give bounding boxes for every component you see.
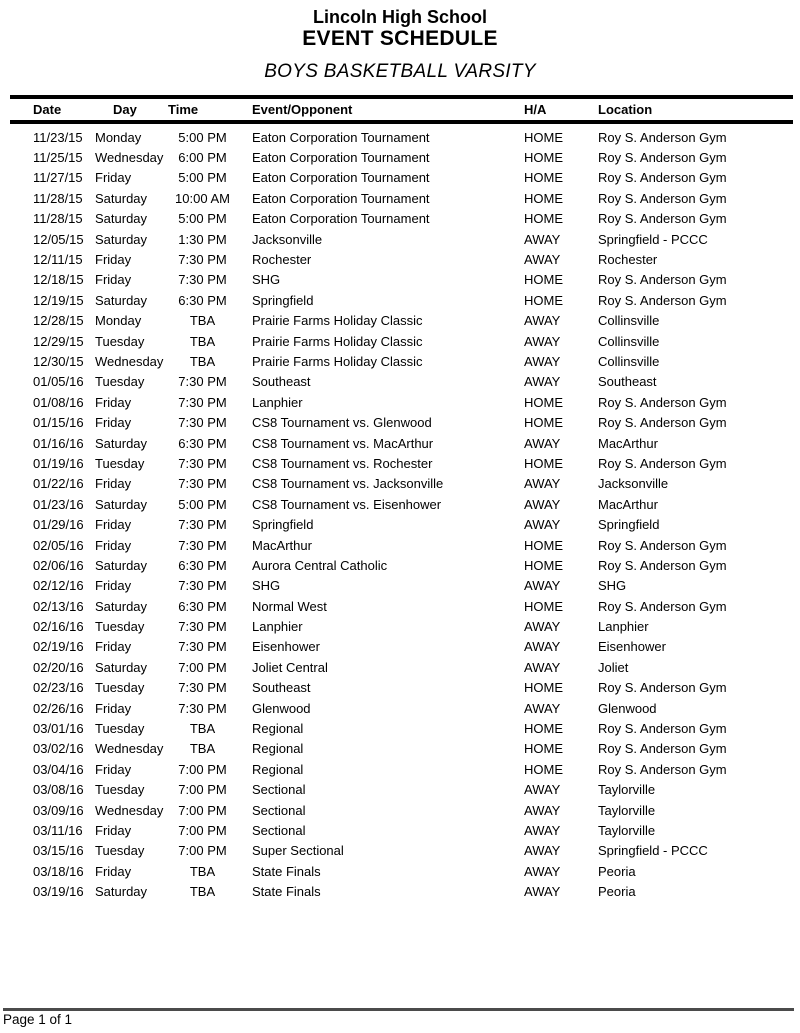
cell-location: Roy S. Anderson Gym (598, 170, 727, 186)
table-row (10, 841, 793, 861)
cell-date: 12/19/15 (33, 292, 84, 308)
table-row (10, 698, 793, 718)
cell-date: 12/05/15 (33, 231, 84, 247)
cell-date: 02/19/16 (33, 639, 84, 655)
cell-ha: HOME (524, 170, 563, 186)
cell-ha: HOME (524, 455, 563, 471)
cell-ha: AWAY (524, 619, 561, 635)
cell-event: CS8 Tournament vs. Jacksonville (252, 476, 444, 492)
cell-event: Sectional (252, 822, 306, 838)
cell-day: Tuesday (95, 333, 145, 349)
table-header-row (10, 99, 793, 120)
cell-day: Saturday (95, 292, 148, 308)
column-header-location: Location (598, 102, 653, 117)
cell-ha: AWAY (524, 659, 561, 675)
cell-time: 7:30 PM (178, 517, 227, 533)
cell-time: 7:30 PM (178, 537, 227, 553)
cell-date: 11/28/15 (33, 190, 83, 206)
table-row (10, 290, 793, 310)
cell-day: Saturday (95, 496, 148, 512)
cell-ha: AWAY (524, 863, 561, 879)
cell-ha: AWAY (524, 822, 561, 838)
cell-date: 01/16/16 (33, 435, 84, 451)
cell-day: Tuesday (95, 680, 145, 696)
cell-location: Roy S. Anderson Gym (598, 680, 727, 696)
cell-time: 7:30 PM (178, 700, 227, 716)
cell-location: Roy S. Anderson Gym (598, 190, 727, 206)
cell-location: Springfield (598, 517, 660, 533)
cell-ha: AWAY (524, 843, 561, 859)
cell-date: 12/18/15 (33, 272, 84, 288)
cell-ha: HOME (524, 415, 563, 431)
cell-location: Joliet (598, 659, 629, 675)
cell-ha: HOME (524, 557, 563, 573)
cell-day: Tuesday (95, 455, 145, 471)
cell-location: Roy S. Anderson Gym (598, 150, 727, 166)
cell-time: 7:30 PM (178, 578, 227, 594)
cell-day: Friday (95, 272, 132, 288)
column-header-day: Day (113, 102, 137, 117)
cell-ha: AWAY (524, 700, 561, 716)
table-row (10, 147, 793, 167)
table-row (10, 555, 793, 575)
cell-ha: HOME (524, 741, 563, 757)
cell-event: Normal West (252, 598, 327, 614)
table-row (10, 657, 793, 677)
cell-ha: HOME (524, 598, 563, 614)
cell-time: TBA (189, 313, 216, 329)
cell-date: 01/08/16 (33, 394, 84, 410)
cell-date: 02/06/16 (33, 557, 84, 573)
cell-event: Lanphier (252, 619, 303, 635)
cell-location: Collinsville (598, 313, 660, 329)
cell-ha: AWAY (524, 884, 561, 900)
cell-time: 7:30 PM (178, 639, 227, 655)
cell-date: 01/19/16 (33, 455, 84, 471)
cell-day: Friday (95, 476, 132, 492)
cell-location: Jacksonville (598, 476, 669, 492)
cell-location: Roy S. Anderson Gym (598, 761, 727, 777)
page-number: Page 1 of 1 (3, 1012, 73, 1027)
cell-date: 03/08/16 (33, 782, 84, 798)
cell-day: Wednesday (95, 741, 164, 757)
page-title: EVENT SCHEDULE (302, 27, 498, 50)
table-row (10, 780, 793, 800)
cell-event: Rochester (252, 252, 312, 268)
cell-ha: AWAY (524, 231, 561, 247)
cell-time: 6:30 PM (178, 435, 227, 451)
table-body (10, 124, 793, 902)
cell-ha: HOME (524, 211, 563, 227)
cell-time: 7:30 PM (178, 272, 227, 288)
cell-location: Lanphier (598, 619, 649, 635)
cell-time: TBA (189, 721, 216, 737)
cell-date: 03/09/16 (33, 802, 84, 818)
cell-date: 01/29/16 (33, 517, 84, 533)
cell-date: 02/05/16 (33, 537, 84, 553)
cell-day: Tuesday (95, 843, 145, 859)
table-row (10, 820, 793, 840)
cell-location: Southeast (598, 374, 657, 390)
cell-event: Prairie Farms Holiday Classic (252, 333, 423, 349)
cell-event: Eaton Corporation Tournament (252, 190, 430, 206)
cell-time: 7:00 PM (178, 659, 227, 675)
cell-day: Friday (95, 170, 132, 186)
cell-location: Roy S. Anderson Gym (598, 394, 727, 410)
cell-ha: AWAY (524, 496, 561, 512)
cell-event: Eaton Corporation Tournament (252, 170, 430, 186)
table-row (10, 739, 793, 759)
cell-event: Prairie Farms Holiday Classic (252, 353, 423, 369)
cell-time: 6:30 PM (178, 598, 227, 614)
cell-date: 02/26/16 (33, 700, 84, 716)
cell-day: Wednesday (95, 802, 164, 818)
page-footer (0, 1008, 800, 1027)
cell-day: Monday (95, 313, 142, 329)
cell-date: 12/29/15 (33, 333, 84, 349)
cell-day: Friday (95, 252, 132, 268)
cell-ha: AWAY (524, 476, 561, 492)
cell-time: 6:30 PM (178, 292, 227, 308)
table-row (10, 453, 793, 473)
table-row (10, 616, 793, 636)
cell-date: 02/13/16 (33, 598, 84, 614)
cell-day: Friday (95, 863, 132, 879)
cell-day: Friday (95, 394, 132, 410)
schedule-table (10, 95, 793, 902)
cell-time: 7:30 PM (178, 374, 227, 390)
cell-ha: HOME (524, 680, 563, 696)
cell-event: Sectional (252, 802, 306, 818)
table-row (10, 168, 793, 188)
table-row (10, 596, 793, 616)
cell-location: Roy S. Anderson Gym (598, 415, 727, 431)
cell-event: Southeast (252, 680, 311, 696)
table-row (10, 861, 793, 881)
cell-date: 03/15/16 (33, 843, 84, 859)
cell-location: Roy S. Anderson Gym (598, 741, 727, 757)
cell-ha: AWAY (524, 313, 561, 329)
cell-ha: HOME (524, 272, 563, 288)
cell-location: Peoria (598, 884, 636, 900)
cell-time: TBA (189, 333, 216, 349)
cell-event: SHG (252, 272, 281, 288)
table-row (10, 188, 793, 208)
cell-ha: AWAY (524, 333, 561, 349)
cell-ha: HOME (524, 129, 563, 145)
cell-location: Roy S. Anderson Gym (598, 721, 727, 737)
cell-day: Friday (95, 537, 132, 553)
cell-day: Wednesday (95, 150, 164, 166)
table-row (10, 229, 793, 249)
cell-event: SHG (252, 578, 281, 594)
cell-ha: AWAY (524, 353, 561, 369)
cell-date: 12/11/15 (33, 252, 83, 268)
cell-day: Tuesday (95, 782, 145, 798)
cell-date: 03/01/16 (33, 721, 84, 737)
cell-location: Roy S. Anderson Gym (598, 557, 727, 573)
table-row (10, 127, 793, 147)
cell-time: TBA (189, 863, 216, 879)
table-row (10, 678, 793, 698)
cell-location: Glenwood (598, 700, 657, 716)
cell-day: Friday (95, 639, 132, 655)
cell-time: 7:00 PM (178, 822, 227, 838)
table-row (10, 331, 793, 351)
cell-time: 5:00 PM (178, 129, 227, 145)
cell-event: State Finals (252, 863, 321, 879)
cell-time: 7:30 PM (178, 455, 227, 471)
cell-day: Friday (95, 415, 132, 431)
cell-time: 7:00 PM (178, 782, 227, 798)
school-name: Lincoln High School (313, 7, 487, 27)
cell-event: Sectional (252, 782, 306, 798)
cell-location: Roy S. Anderson Gym (598, 537, 727, 553)
cell-time: TBA (189, 741, 216, 757)
cell-ha: HOME (524, 292, 563, 308)
table-row (10, 311, 793, 331)
cell-location: Taylorville (598, 782, 656, 798)
cell-location: MacArthur (598, 435, 658, 451)
cell-event: Prairie Farms Holiday Classic (252, 313, 423, 329)
cell-time: 7:00 PM (178, 843, 227, 859)
cell-day: Saturday (95, 884, 148, 900)
cell-event: CS8 Tournament vs. Rochester (252, 455, 433, 471)
cell-location: Springfield - PCCC (598, 843, 708, 859)
column-header-ha: H/A (524, 102, 547, 117)
cell-location: Roy S. Anderson Gym (598, 211, 727, 227)
cell-location: Eisenhower (598, 639, 666, 655)
cell-day: Friday (95, 700, 132, 716)
team-subtitle: BOYS BASKETBALL VARSITY (264, 61, 536, 82)
cell-location: Taylorville (598, 802, 656, 818)
cell-ha: HOME (524, 761, 563, 777)
cell-day: Saturday (95, 659, 148, 675)
cell-event: CS8 Tournament vs. Glenwood (252, 415, 432, 431)
cell-date: 03/11/16 (33, 822, 83, 838)
cell-date: 01/05/16 (33, 374, 84, 390)
cell-day: Saturday (95, 598, 148, 614)
cell-time: 7:30 PM (178, 619, 227, 635)
cell-event: Eaton Corporation Tournament (252, 129, 430, 145)
cell-location: Rochester (598, 252, 658, 268)
cell-ha: HOME (524, 150, 563, 166)
cell-event: Eisenhower (252, 639, 320, 655)
cell-ha: HOME (524, 190, 563, 206)
cell-time: 5:00 PM (178, 211, 227, 227)
cell-time: 7:30 PM (178, 476, 227, 492)
cell-time: 7:30 PM (178, 415, 227, 431)
cell-date: 02/23/16 (33, 680, 84, 696)
table-row (10, 800, 793, 820)
cell-event: MacArthur (252, 537, 312, 553)
cell-ha: AWAY (524, 782, 561, 798)
cell-ha: HOME (524, 394, 563, 410)
cell-event: Aurora Central Catholic (252, 557, 388, 573)
table-row (10, 637, 793, 657)
cell-date: 01/23/16 (33, 496, 84, 512)
cell-ha: AWAY (524, 252, 561, 268)
cell-date: 12/30/15 (33, 353, 84, 369)
cell-event: Joliet Central (252, 659, 328, 675)
cell-location: SHG (598, 578, 627, 594)
cell-day: Wednesday (95, 353, 164, 369)
cell-day: Friday (95, 822, 132, 838)
table-row (10, 433, 793, 453)
table-row (10, 514, 793, 534)
table-row (10, 718, 793, 738)
cell-time: TBA (189, 884, 216, 900)
cell-time: 7:30 PM (178, 252, 227, 268)
cell-event: Regional (252, 721, 304, 737)
table-row (10, 881, 793, 901)
table-row (10, 576, 793, 596)
cell-ha: HOME (524, 721, 563, 737)
cell-event: Regional (252, 741, 304, 757)
cell-date: 02/20/16 (33, 659, 84, 675)
cell-location: Roy S. Anderson Gym (598, 292, 727, 308)
cell-time: 7:00 PM (178, 802, 227, 818)
table-row (10, 412, 793, 432)
cell-event: Super Sectional (252, 843, 344, 859)
column-header-event: Event/Opponent (252, 102, 353, 117)
cell-time: 7:30 PM (178, 394, 227, 410)
cell-location: MacArthur (598, 496, 658, 512)
cell-location: Collinsville (598, 333, 660, 349)
cell-time: 10:00 AM (175, 190, 230, 206)
cell-day: Friday (95, 517, 132, 533)
cell-date: 12/28/15 (33, 313, 84, 329)
cell-ha: AWAY (524, 802, 561, 818)
table-header (10, 95, 793, 124)
cell-date: 03/04/16 (33, 761, 84, 777)
cell-ha: AWAY (524, 639, 561, 655)
table-row (10, 474, 793, 494)
column-header-time: Time (168, 102, 199, 117)
cell-time: 6:30 PM (178, 557, 227, 573)
cell-day: Saturday (95, 557, 148, 573)
cell-location: Collinsville (598, 353, 660, 369)
cell-date: 01/22/16 (33, 476, 84, 492)
cell-event: Lanphier (252, 394, 303, 410)
cell-time: 5:00 PM (178, 496, 227, 512)
cell-date: 11/28/15 (33, 211, 83, 227)
table-row (10, 372, 793, 392)
cell-day: Tuesday (95, 374, 145, 390)
cell-location: Springfield - PCCC (598, 231, 708, 247)
cell-date: 03/19/16 (33, 884, 84, 900)
table-row (10, 209, 793, 229)
cell-ha: AWAY (524, 578, 561, 594)
cell-day: Friday (95, 761, 132, 777)
cell-time: TBA (189, 353, 216, 369)
cell-day: Saturday (95, 211, 148, 227)
cell-event: Eaton Corporation Tournament (252, 211, 430, 227)
cell-event: Southeast (252, 374, 311, 390)
cell-date: 01/15/16 (33, 415, 84, 431)
cell-event: Eaton Corporation Tournament (252, 150, 430, 166)
table-row (10, 759, 793, 779)
cell-location: Roy S. Anderson Gym (598, 129, 727, 145)
cell-day: Saturday (95, 190, 148, 206)
cell-event: State Finals (252, 884, 321, 900)
table-row (10, 535, 793, 555)
cell-location: Roy S. Anderson Gym (598, 598, 727, 614)
cell-event: Jacksonville (252, 231, 323, 247)
cell-date: 11/27/15 (33, 170, 83, 186)
cell-time: 5:00 PM (178, 170, 227, 186)
cell-location: Roy S. Anderson Gym (598, 272, 727, 288)
table-row (10, 351, 793, 371)
cell-day: Monday (95, 129, 142, 145)
cell-date: 03/18/16 (33, 863, 84, 879)
table-row (10, 270, 793, 290)
cell-day: Tuesday (95, 721, 145, 737)
cell-event: Glenwood (252, 700, 311, 716)
cell-event: CS8 Tournament vs. MacArthur (252, 435, 434, 451)
cell-location: Roy S. Anderson Gym (598, 455, 727, 471)
cell-time: 7:00 PM (178, 761, 227, 777)
cell-event: Springfield (252, 517, 314, 533)
table-row (10, 392, 793, 412)
cell-date: 02/16/16 (33, 619, 84, 635)
cell-event: Regional (252, 761, 304, 777)
cell-ha: AWAY (524, 517, 561, 533)
cell-ha: AWAY (524, 435, 561, 451)
cell-date: 02/12/16 (33, 578, 84, 594)
table-row (10, 494, 793, 514)
cell-day: Saturday (95, 231, 148, 247)
cell-time: 7:30 PM (178, 680, 227, 696)
cell-ha: AWAY (524, 374, 561, 390)
cell-event: CS8 Tournament vs. Eisenhower (252, 496, 442, 512)
cell-location: Peoria (598, 863, 636, 879)
cell-day: Tuesday (95, 619, 145, 635)
cell-date: 11/23/15 (33, 129, 83, 145)
cell-day: Saturday (95, 435, 148, 451)
cell-day: Friday (95, 578, 132, 594)
cell-time: 6:00 PM (178, 150, 227, 166)
cell-date: 11/25/15 (33, 150, 83, 166)
cell-location: Taylorville (598, 822, 656, 838)
cell-ha: HOME (524, 537, 563, 553)
cell-date: 03/02/16 (33, 741, 84, 757)
cell-time: 1:30 PM (178, 231, 227, 247)
cell-event: Springfield (252, 292, 314, 308)
document-header (0, 0, 800, 83)
column-header-date: Date (33, 102, 62, 117)
table-row (10, 249, 793, 269)
